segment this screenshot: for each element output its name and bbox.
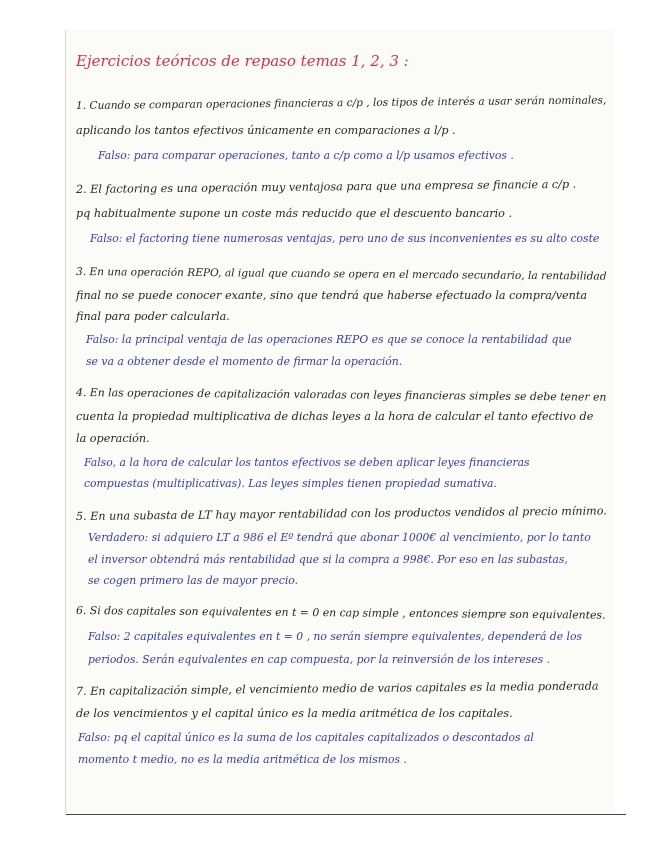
question-4-line-2: cuenta la propiedad multiplicativa de dichas leyes a la hora de calcular el tanto efectivo de: [76, 410, 594, 423]
question-7-line-1: 7. En capitalización simple, el vencimiento medio de varios capitales es la media ponderada: [75, 679, 599, 698]
answer-3-line-1: Falso: la principal ventaja de las operaciones REPO es que se conoce la rentabilidad que: [86, 333, 572, 346]
answer-5-line-1: Verdadero: si adquiero LT a 986 el Eº tendrá que abonar 1000€ al vencimiento, por lo tanto: [88, 531, 591, 544]
answer-7-line-1: Falso: pq el capital único es la suma de los capitales capitalizados o descontados al: [78, 731, 534, 744]
question-2-line-1: 2. El factoring es una operación muy ventajosa para que una empresa se financie a c/p .: [75, 177, 577, 196]
notebook-page: [66, 30, 614, 814]
answer-4-line-1: Falso, a la hora de calcular los tantos efectivos se deben aplicar leyes financieras: [84, 456, 530, 469]
question-3-line-1: 3. En una operación REPO, al igual que cuando se opera en el mercado secundario, la rentabilidad: [75, 266, 607, 283]
question-3-line-3: final para poder calcularla.: [76, 310, 230, 323]
answer-5-line-3: se cogen primero las de mayor precio.: [88, 574, 299, 587]
answer-3-line-2: se va a obtener desde el momento de firmar la operación.: [86, 355, 403, 368]
question-5-line-1: 5. En una subasta de LT hay mayor rentabilidad con los productos vendidos al precio mínimo.: [75, 504, 607, 523]
page-title: Ejercicios teóricos de repaso temas 1, 2, 3 :: [76, 52, 409, 70]
answer-6-line-2: periodos. Serán equivalentes en cap compuesta, por la reinversión de los intereses .: [88, 653, 551, 666]
answer-1-line-1: Falso: para comparar operaciones, tanto a c/p como a l/p usamos efectivos .: [98, 149, 514, 162]
answer-7-line-2: momento t medio, no es la media aritmética de los mismos .: [78, 753, 407, 766]
question-2-line-2: pq habitualmente supone un coste más reducido que el descuento bancario .: [76, 207, 513, 220]
question-4-line-1: 4. En las operaciones de capitalización valoradas con leyes financieras simples se debe tener en: [75, 386, 607, 404]
question-6-line-1: 6. Si dos capitales son equivalentes en t = 0 en cap simple , entonces siempre son equivalentes.: [75, 604, 606, 622]
answer-4-line-2: compuestas (multiplicativas). Las leyes simples tienen propiedad sumativa.: [84, 477, 497, 490]
question-1-line-2: aplicando los tantos efectivos únicamente en comparaciones a l/p .: [76, 124, 456, 137]
question-3-line-2: final no se puede conocer exante, sino que tendrá que haberse efectuado la compra/venta: [76, 289, 588, 302]
page-bottom-edge: [66, 814, 626, 815]
answer-2-line-1: Falso: el factoring tiene numerosas ventajas, pero uno de sus inconvenientes es su alto coste: [90, 232, 600, 245]
answer-6-line-1: Falso: 2 capitales equivalentes en t = 0 , no serán siempre equivalentes, dependerá de los: [88, 630, 583, 643]
answer-5-line-2: el inversor obtendrá más rentabilidad que si la compra a 998€. Por eso en las subastas,: [88, 553, 568, 566]
question-1-line-1: 1. Cuando se comparan operaciones financieras a c/p , los tipos de interés a usar serán nominales,: [75, 94, 607, 112]
question-4-line-3: la operación.: [76, 432, 150, 445]
question-7-line-2: de los vencimientos y el capital único es la media aritmética de los capitales.: [76, 707, 513, 720]
